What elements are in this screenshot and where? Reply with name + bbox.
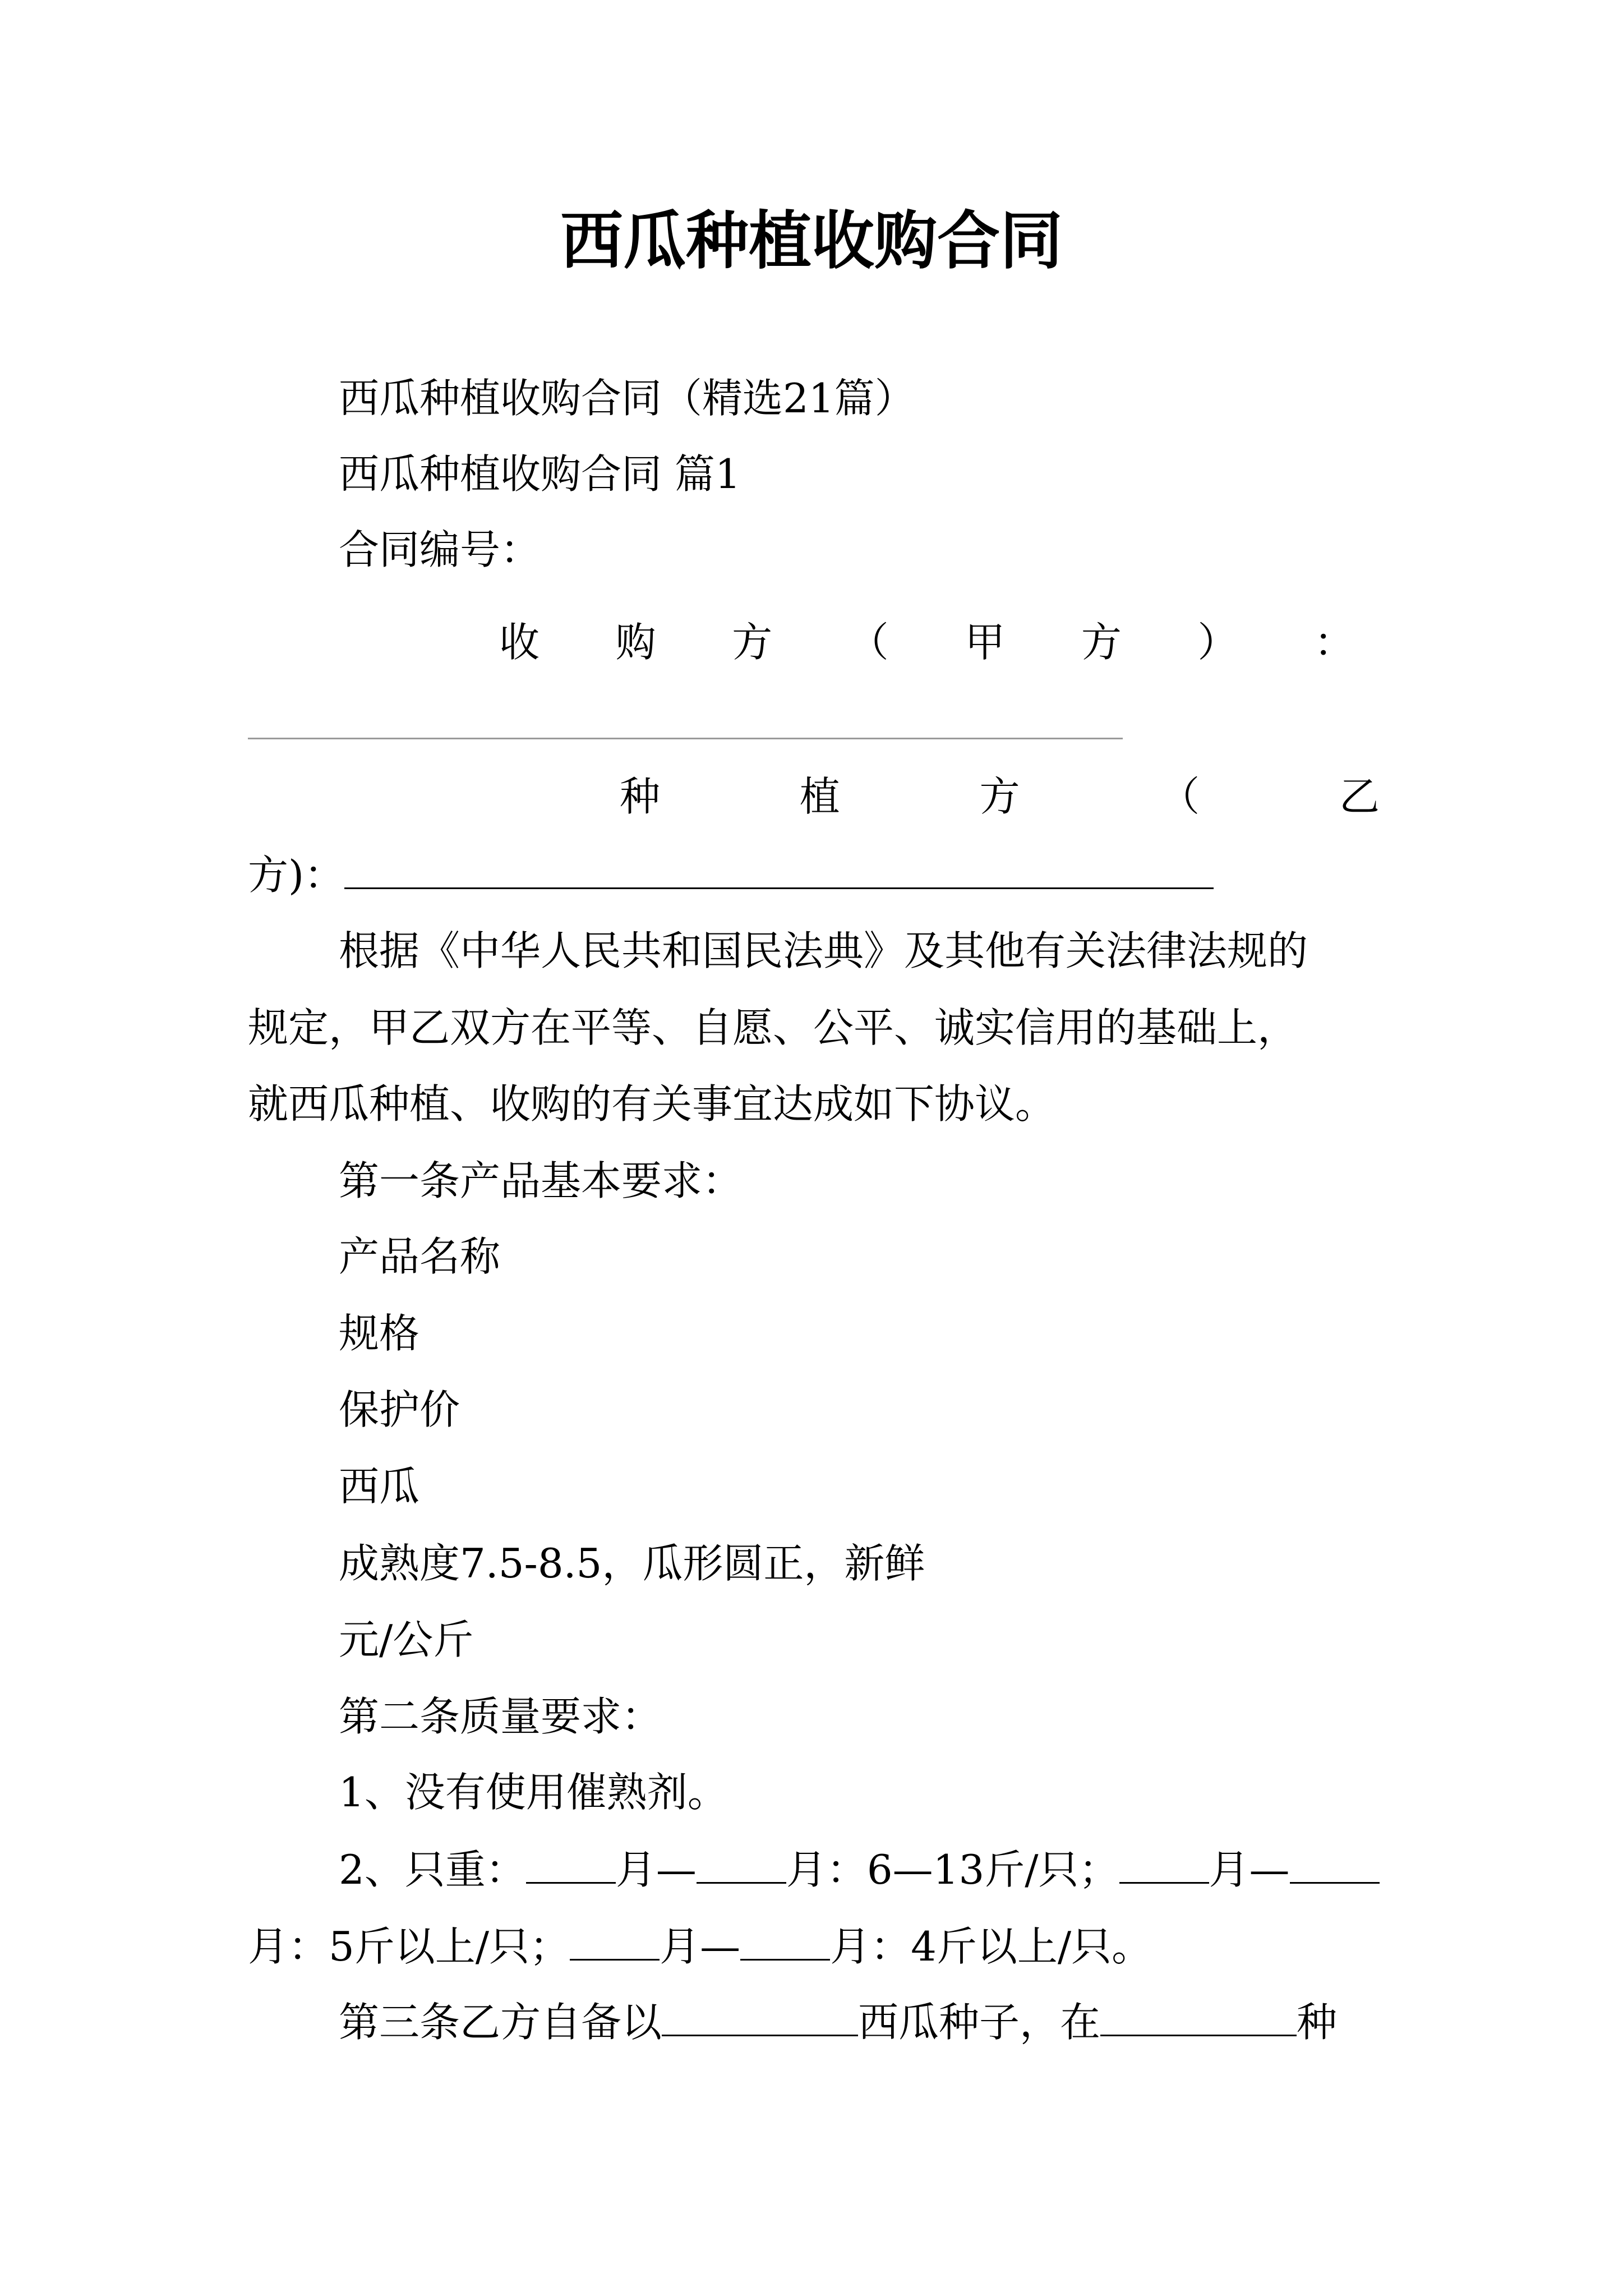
grower-label-tail: 方)： (248, 852, 345, 899)
column-spec: 规格 (339, 1310, 420, 1357)
grower-char: 种 (620, 773, 661, 820)
req2-part: 月：5斤以上/只； (248, 1923, 570, 1970)
month-blank (740, 1920, 830, 1961)
art3-part: 西瓜种子，在 (858, 1999, 1101, 2046)
product-name-value: 西瓜 (339, 1463, 420, 1510)
column-protective-price: 保护价 (339, 1386, 460, 1433)
buyer-char: 甲 (965, 619, 1006, 666)
grower-blank-line (344, 848, 1214, 889)
requirement-1: 1、没有使用催熟剂。 (339, 1769, 728, 1816)
month-blank (526, 1843, 616, 1884)
contract-number-label: 合同编号： (339, 526, 541, 573)
intro-line-3: 就西瓜种植、收购的有关事宜达成如下协议。 (248, 1080, 1056, 1128)
month-blank (1119, 1843, 1209, 1884)
buyer-char: 收 (499, 619, 540, 666)
grower-party-label (620, 769, 1380, 825)
buyer-char: 方 (1081, 619, 1122, 666)
art3-part: 第三条乙方自备以 (339, 1999, 662, 2046)
article-2-title: 第二条质量要求： (339, 1693, 662, 1740)
article-3-line-1 (339, 1994, 1337, 2050)
document-title: 西瓜种植收购合同 (560, 204, 1063, 278)
intro-line-1: 根据《中华人民共和国民法典》及其他有关法律法规的 (339, 927, 1308, 974)
product-spec-value: 成熟度7.5-8.5，瓜形圆正，新鲜 (339, 1540, 925, 1587)
buyer-char: ： (1313, 619, 1354, 666)
requirement-2-line-1 (339, 1842, 1380, 1898)
location-blank (1100, 1995, 1297, 2036)
month-blank (697, 1843, 786, 1884)
req2-part: 月：6—13斤/只； (786, 1846, 1119, 1893)
buyer-char: 方 (732, 619, 773, 666)
article-1-title: 第一条产品基本要求： (339, 1157, 743, 1204)
req2-part: 月：4斤以上/只。 (830, 1923, 1152, 1970)
document-subtitle: 西瓜种植收购合同（精选21篇） (339, 375, 915, 422)
grower-char: 植 (799, 773, 840, 820)
intro-line-2: 规定，甲乙双方在平等、自愿、公平、诚实信用的基础上， (248, 1004, 1298, 1051)
month-blank (570, 1920, 660, 1961)
seed-type-blank (662, 1995, 858, 2036)
price-unit-value: 元/公斤 (339, 1616, 474, 1663)
req2-part: 2、只重： (339, 1846, 526, 1893)
req2-part: 月— (660, 1923, 741, 1970)
grower-party-continuation (248, 847, 1214, 903)
buyer-char: （ (848, 619, 889, 666)
buyer-party-label (499, 614, 1354, 670)
art3-part: 种 (1297, 1999, 1338, 2046)
grower-char: 乙 (1339, 773, 1380, 820)
article-heading: 西瓜种植收购合同 篇1 (339, 450, 741, 498)
grower-char: （ (1159, 773, 1200, 820)
req2-part: 月— (1209, 1846, 1290, 1893)
buyer-char: ） (1197, 619, 1238, 666)
req2-part: 月— (615, 1846, 697, 1893)
column-product-name: 产品名称 (339, 1233, 501, 1280)
buyer-blank-line (248, 738, 1123, 739)
buyer-char: 购 (615, 619, 656, 666)
grower-char: 方 (979, 773, 1020, 820)
month-blank (1290, 1843, 1380, 1884)
requirement-2-line-2 (248, 1918, 1152, 1975)
